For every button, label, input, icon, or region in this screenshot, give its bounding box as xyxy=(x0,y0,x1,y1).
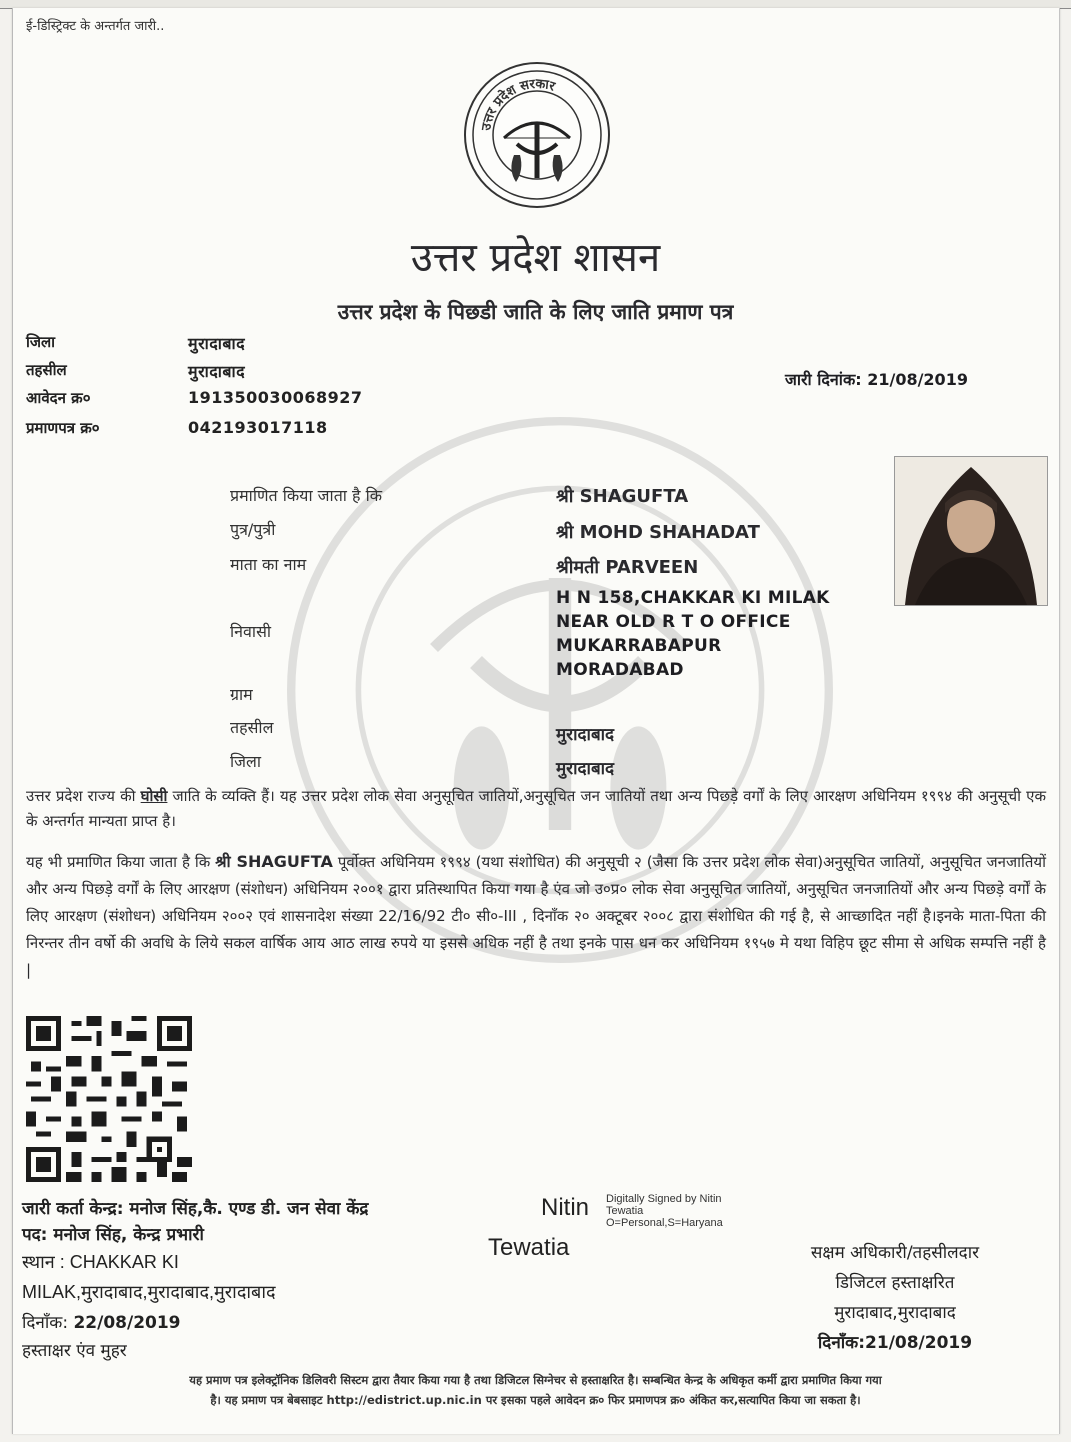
field-tehsil-value: मुरादाबाद xyxy=(556,725,615,745)
disclaimer-line2: है। यह प्रमाण पत्र बेबसाइट http://edistrict.up.nic.in पर इसका पहले आवेदन क्र० फिर प्रमाणपत्र क्र० अंकित कर,सत्यापित किया जा सकता है। xyxy=(210,1393,861,1407)
para2-applicant-name: श्री SHAGUFTA xyxy=(215,852,333,871)
emblem-text: उत्तर प्रदेश सरकार xyxy=(479,76,557,132)
field-child-of-value: श्री MOHD SHAHADAT xyxy=(556,522,760,543)
meta-application-value: 191350030068927 xyxy=(188,388,363,407)
signature-name-last: Tewatia xyxy=(488,1234,570,1261)
authority-date-label: दिनाँक: xyxy=(817,1333,866,1353)
address-line-1: H N 158,CHAKKAR KI MILAK xyxy=(556,588,830,608)
applicant-portrait-icon xyxy=(895,457,1047,605)
authority-date xyxy=(760,1328,1030,1358)
meta-application-label: आवेदन क्र० xyxy=(26,389,91,407)
issue-date-value: 21/08/2019 xyxy=(867,370,968,389)
header-note: ई-डिस्ट्रिक्ट के अन्तर्गत जारी.. xyxy=(26,19,165,34)
field-mother-value: श्रीमती PARVEEN xyxy=(556,557,699,578)
authority-date-value: 21/08/2019 xyxy=(865,1333,973,1353)
meta-district-label: जिला xyxy=(26,333,56,351)
meta-certificate-value: 042193017118 xyxy=(188,418,328,437)
issuer-date xyxy=(22,1310,181,1333)
field-address-block xyxy=(556,586,830,682)
caste-name: घोसी xyxy=(140,787,168,805)
authority-location: मुरादाबाद,मुरादाबाद xyxy=(834,1303,956,1323)
authority-title: सक्षम अधिकारी/तहसीलदार xyxy=(810,1243,980,1263)
signature-note-line1: Digitally Signed by Nitin xyxy=(606,1193,722,1205)
meta-tehsil-label: तहसील xyxy=(26,361,67,379)
up-government-emblem-icon xyxy=(462,60,612,210)
field-mother-label: माता का नाम xyxy=(230,555,307,574)
field-resident-label: निवासी xyxy=(230,622,272,641)
field-district-label: जिला xyxy=(230,752,262,771)
authority-digital-signed: डिजिटल हस्ताक्षरित xyxy=(835,1273,955,1293)
qr-code-icon xyxy=(26,1016,192,1182)
address-line-2: NEAR OLD R T O OFFICE xyxy=(556,612,791,632)
issuer-center: जारी कर्ता केन्द्र: मनोज सिंह,कै. एण्ड डी. जन सेवा केंद्र xyxy=(22,1199,369,1219)
issuer-place-line2: MILAK,मुरादाबाद,मुरादाबाद,मुरादाबाद xyxy=(22,1282,276,1302)
para1-text-end: जाति के व्यक्ति हैं। यह उत्तर प्रदेश लोक सेवा अनुसूचित जातियों,अनुसूचित जन जातियों तथा अन्य पिछड़े वर्गों के लिए आरक्षण अधिनियम १९९४ की अनुसूची एक के अन्तर्गत मान्यता प्राप्त है। xyxy=(26,787,1046,830)
para1-text-start: उत्तर प्रदेश राज्य की xyxy=(26,787,141,805)
meta-certificate-label: प्रमाणपत्र क्र० xyxy=(26,419,100,437)
issuer-date-value: 22/08/2019 xyxy=(73,1313,181,1333)
field-child-of-label: पुत्र/पुत्री xyxy=(230,520,276,539)
signature-note-line3: O=Personal,S=Haryana xyxy=(606,1217,723,1229)
meta-tehsil-value: मुरादाबाद xyxy=(188,362,246,381)
field-certified-value: श्री SHAGUFTA xyxy=(556,486,689,507)
authority-block xyxy=(760,1238,1030,1358)
address-line-3: MUKARRABAPUR xyxy=(556,636,722,656)
issuer-date-label: दिनाँक: xyxy=(22,1313,69,1333)
signature-name-first: Nitin xyxy=(541,1194,590,1221)
issue-date xyxy=(785,368,968,390)
para2-text-start: यह भी प्रमाणित किया जाता है कि xyxy=(26,853,216,871)
applicant-photo xyxy=(894,456,1048,606)
meta-district-value: मुरादाबाद xyxy=(188,334,246,353)
certification-paragraph xyxy=(26,848,1046,984)
caste-paragraph xyxy=(26,784,1046,834)
disclaimer-line1: यह प्रमाण पत्र इलेक्ट्रॉनिक डिलिवरी सिस्टम द्वारा तैयार किया गया है तथा डिजिटल सिग्नेचर से हस्ताक्षरित है। सम्बन्धित केन्द्र के अधिकृत कर्मी द्वारा प्रमाणित किया गया xyxy=(189,1373,882,1387)
address-line-4: MORADABAD xyxy=(556,660,684,680)
para2-text-end: पूर्वोक्त अधिनियम १९९४ (यथा संशोधित) की अनुसूची २ (जैसा कि उत्तर प्रदेश लोक सेवा)अनुसूचित जातियों, अनुसूचित जनजातियों और अन्य पिछड़े वर्गों के लिए आरक्षण (संशोधन) अधिनियम २००१ द्वारा प्रतिस्थापित किया गया है एंव जो उ०प्र० लोक सेवा अनुसूचित जातियों, अनुसूचित जनजातियों और अन्य पिछड़े वर्गों के लिए आरक्षण (संशोधन) अधिनियम २००२ एवं शासनादेश संख्या 22/16/92 टी० सी०-III , दिनाँक २० अक्टूबर २००८ द्वारा संशोधित की गई है, से आच्छादित नहीं है।इनके माता-पिता की निरन्तर तीन वर्षो की अवधि के लिये सकल वार्षिक आय आठ लाख रुपये या इससे अधिक नहीं है तथा इनके पास धन कर अधिनियम १९५७ मे यथा विहिप छूट सीमा से अधिक सम्पत्ति नहीं है | xyxy=(26,853,1046,979)
field-certified-label: प्रमाणित किया जाता है कि xyxy=(230,486,383,505)
field-village-label: ग्राम xyxy=(230,685,253,704)
signature-note-line2: Tewatia xyxy=(606,1205,644,1217)
issuer-post: पद: मनोज सिंह, केन्द्र प्रभारी xyxy=(22,1225,204,1245)
page-subtitle: उत्तर प्रदेश के पिछडी जाति के लिए जाति प्रमाण पत्र xyxy=(337,300,734,324)
field-tehsil-label: तहसील xyxy=(230,718,274,737)
issuer-sign-label: हस्ताक्षर एंव मुहर xyxy=(22,1341,127,1361)
disclaimer xyxy=(20,1370,1051,1410)
page-title: उत्तर प्रदेश शासन xyxy=(410,235,661,281)
issuer-place-line1: स्थान : CHAKKAR KI xyxy=(22,1252,179,1272)
signature-note xyxy=(606,1193,723,1229)
issue-date-label: जारी दिनांक: xyxy=(785,370,862,389)
field-district-value: मुरादाबाद xyxy=(556,759,615,779)
